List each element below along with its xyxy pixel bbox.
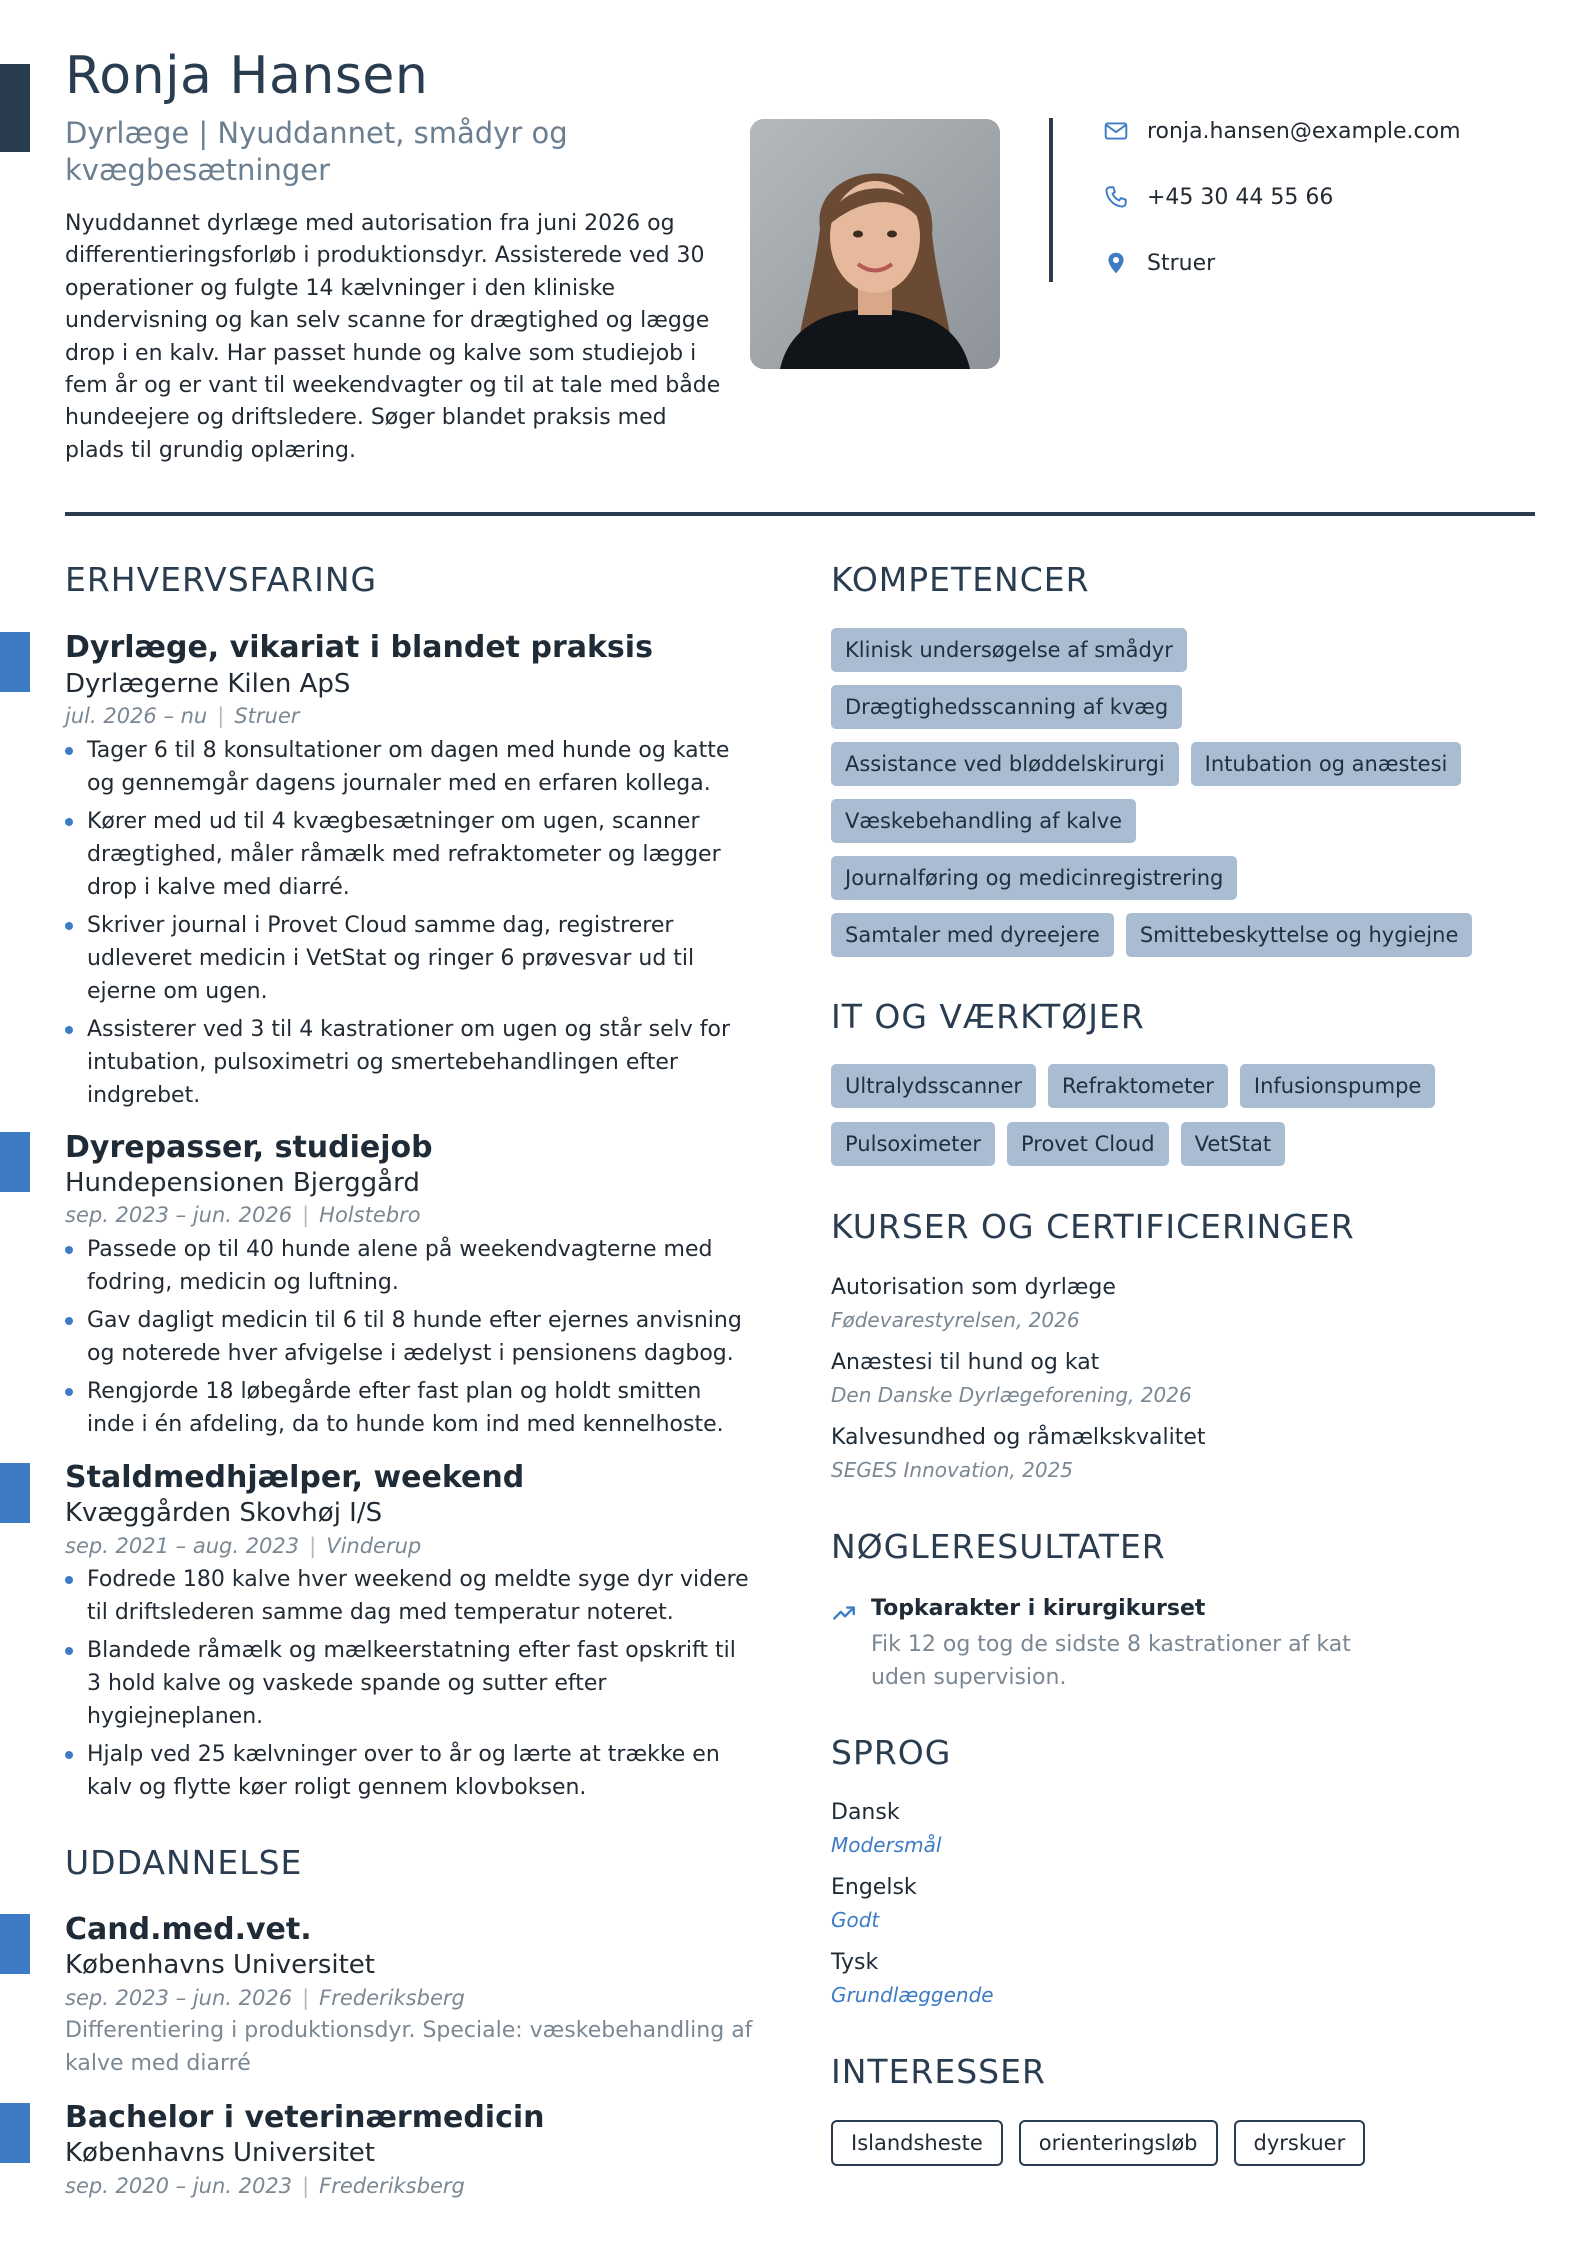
section-title-results: NØGLERESULTATER bbox=[831, 1527, 1166, 1566]
contact-divider bbox=[1049, 118, 1053, 282]
mail-icon bbox=[1103, 118, 1129, 144]
candidate-name: Ronja Hansen bbox=[65, 46, 429, 106]
section-title-languages: SPROG bbox=[831, 1733, 952, 1772]
skill-row bbox=[831, 685, 1182, 729]
meta-separator: | bbox=[309, 1534, 317, 1558]
job-bullets bbox=[65, 1233, 755, 1446]
skill-chip: Drægtighedsscanning af kvæg bbox=[831, 685, 1182, 729]
skill-row bbox=[831, 856, 1237, 900]
skill-chip: Smittebeskyttelse og hygiejne bbox=[1126, 913, 1473, 957]
course-name: Anæstesi til hund og kat bbox=[831, 1350, 1100, 1375]
job-place: Vinderup bbox=[326, 1534, 422, 1558]
tool-row bbox=[831, 1122, 1285, 1166]
location-pin-icon bbox=[1103, 250, 1129, 276]
section-title-courses: KURSER OG CERTIFICERINGER bbox=[831, 1207, 1355, 1246]
meta-separator: | bbox=[217, 704, 225, 728]
language-level: Grundlæggende bbox=[831, 1983, 994, 2007]
entry-accent-bar bbox=[0, 2103, 30, 2163]
phone-text: +45 30 44 55 66 bbox=[1147, 184, 1334, 210]
list-item: Skriver journal i Provet Cloud samme dag, registrerer udleveret medicin i VetStat og ringer 6 prøvesvar ud til ejerne om ugen. bbox=[65, 909, 755, 1008]
skill-chip: Samtaler med dyreejere bbox=[831, 913, 1114, 957]
education-place: Frederiksberg bbox=[319, 1986, 465, 2010]
language-name: Dansk bbox=[831, 1800, 900, 1825]
job-title: Staldmedhjælper, weekend bbox=[65, 1460, 525, 1495]
list-item: Blandede råmælk og mælkeerstatning efter fast opskrift til 3 hold kalve og vaskede spande og sutter efter hygiejneplanen. bbox=[65, 1634, 755, 1733]
education-degree: Cand.med.vet. bbox=[65, 1912, 312, 1947]
skill-chip: Væskebehandling af kalve bbox=[831, 799, 1136, 843]
language-name: Engelsk bbox=[831, 1875, 917, 1900]
job-place: Struer bbox=[234, 704, 300, 728]
tool-chip: Provet Cloud bbox=[1007, 1122, 1169, 1166]
job-title: Dyrepasser, studiejob bbox=[65, 1130, 433, 1165]
job-dates: sep. 2023 – jun. 2026 bbox=[65, 1203, 293, 1227]
job-bullets bbox=[65, 1563, 755, 1809]
list-item: Fodrede 180 kalve hver weekend og meldte syge dyr videre til driftslederen samme dag med temperatur noteret. bbox=[65, 1563, 755, 1629]
job-dates: sep. 2021 – aug. 2023 bbox=[65, 1534, 300, 1558]
meta-separator: | bbox=[302, 1986, 310, 2010]
list-item: Kører med ud til 4 kvægbesætninger om ugen, scanner drægtighed, måler råmælk med refraktometer og lægger drop i kalve med diarré. bbox=[65, 805, 755, 904]
entry-accent-bar bbox=[0, 1914, 30, 1974]
course-name: Kalvesundhed og råmælkskvalitet bbox=[831, 1425, 1206, 1450]
job-meta bbox=[65, 1203, 421, 1227]
job-meta bbox=[65, 1534, 421, 1558]
location-text: Struer bbox=[1147, 250, 1216, 276]
course-name: Autorisation som dyrlæge bbox=[831, 1275, 1116, 1300]
skill-chip: Klinisk undersøgelse af smådyr bbox=[831, 628, 1187, 672]
education-dates: sep. 2020 – jun. 2023 bbox=[65, 2174, 293, 2198]
portrait-illustration bbox=[750, 119, 1000, 369]
job-organization: Kvæggården Skovhøj I/S bbox=[65, 1498, 383, 1528]
contact-phone[interactable] bbox=[1103, 184, 1563, 210]
education-note: Differentiering i produktionsdyr. Speciale: væskebehandling af kalve med diarré bbox=[65, 2018, 753, 2076]
trend-up-icon bbox=[831, 1600, 857, 1626]
result-title: Topkarakter i kirurgikurset bbox=[871, 1596, 1206, 1621]
skill-row bbox=[831, 799, 1136, 843]
job-organization: Dyrlægerne Kilen ApS bbox=[65, 669, 351, 699]
tool-chip: Infusionspumpe bbox=[1240, 1064, 1435, 1108]
candidate-headline: Dyrlæge | Nyuddannet, smådyr og kvægbesætninger bbox=[65, 116, 568, 187]
profile-photo bbox=[750, 119, 1000, 369]
list-item: Rengjorde 18 løbegårde efter fast plan og holdt smitten inde i én afdeling, da to hunde kom ind med kennelhoste. bbox=[65, 1375, 755, 1441]
list-item: Passede op til 40 hunde alene på weekendvagterne med fodring, medicin og luftning. bbox=[65, 1233, 755, 1299]
section-title-tools: IT OG VÆRKTØJER bbox=[831, 997, 1145, 1036]
interest-row bbox=[831, 2120, 1365, 2166]
section-title-education: UDDANNELSE bbox=[65, 1843, 303, 1882]
skill-chip: Assistance ved bløddelskirurgi bbox=[831, 742, 1179, 786]
skill-chip: Intubation og anæstesi bbox=[1191, 742, 1462, 786]
phone-icon bbox=[1103, 184, 1129, 210]
job-bullets bbox=[65, 734, 755, 1117]
job-dates: jul. 2026 – nu bbox=[65, 704, 208, 728]
education-meta bbox=[65, 2174, 465, 2198]
job-title: Dyrlæge, vikariat i blandet praksis bbox=[65, 630, 653, 665]
skill-chip: Journalføring og medicinregistrering bbox=[831, 856, 1237, 900]
job-meta bbox=[65, 704, 299, 728]
job-organization: Hundepensionen Bjerggård bbox=[65, 1168, 420, 1198]
interest-chip: orienteringsløb bbox=[1019, 2120, 1218, 2166]
meta-separator: | bbox=[302, 2174, 310, 2198]
list-item: Gav dagligt medicin til 6 til 8 hunde efter ejernes anvisning og noterede hver afvigelse i ædelyst i pensionens dagbog. bbox=[65, 1304, 755, 1370]
interest-chip: Islandsheste bbox=[831, 2120, 1003, 2166]
list-item: Tager 6 til 8 konsultationer om dagen med hunde og katte og gennemgår dagens journaler med en erfaren kollega. bbox=[65, 734, 755, 800]
skill-row bbox=[831, 628, 1187, 672]
tool-chip: Ultralydsscanner bbox=[831, 1064, 1036, 1108]
entry-accent-bar bbox=[0, 1132, 30, 1192]
result-description: Fik 12 og tog de sidste 8 kastrationer af kat uden supervision. bbox=[871, 1632, 1351, 1690]
list-item: Hjalp ved 25 kælvninger over to år og lærte at trække en kalv og flytte køer roligt gennem klovboksen. bbox=[65, 1738, 755, 1804]
tool-row bbox=[831, 1064, 1435, 1108]
education-dates: sep. 2023 – jun. 2026 bbox=[65, 1986, 293, 2010]
contact-location bbox=[1103, 250, 1563, 276]
list-item: Assisterer ved 3 til 4 kastrationer om ugen og står selv for intubation, pulsoximetri og smertebehandlingen efter indgrebet. bbox=[65, 1013, 755, 1112]
course-issuer: Den Danske Dyrlægeforening, 2026 bbox=[831, 1383, 1192, 1407]
tool-chip: Refraktometer bbox=[1048, 1064, 1228, 1108]
language-name: Tysk bbox=[831, 1950, 879, 1975]
email-text: ronja.hansen@example.com bbox=[1147, 118, 1461, 144]
contact-email[interactable] bbox=[1103, 118, 1563, 144]
section-title-experience: ERHVERVSFARING bbox=[65, 560, 378, 599]
entry-accent-bar bbox=[0, 632, 30, 692]
tool-chip: VetStat bbox=[1181, 1122, 1286, 1166]
language-level: Modersmål bbox=[831, 1833, 942, 1857]
education-school: Københavns Universitet bbox=[65, 1950, 375, 1980]
section-title-skills: KOMPETENCER bbox=[831, 560, 1090, 599]
skill-row bbox=[831, 742, 1461, 786]
education-degree: Bachelor i veterinærmedicin bbox=[65, 2100, 545, 2135]
job-place: Holstebro bbox=[319, 1203, 421, 1227]
profile-summary: Nyuddannet dyrlæge med autorisation fra juni 2026 og differentieringsforløb i produktionsdyr. Assisterede ved 30 operationer og fulgte 14 kælvninger i den kliniske undervisning og kan selv scanne for drægtighed og lægge drop i en kalv. Har passet hunde og kalve som studiejob i fem år og er vant til weekendvagter og til at tale med både hundeejere og driftsledere. Søger blandet praksis med plads til grundig oplæring. bbox=[65, 211, 721, 463]
skill-row bbox=[831, 913, 1472, 957]
entry-accent-bar bbox=[0, 1463, 30, 1523]
education-meta bbox=[65, 1986, 465, 2010]
meta-separator: | bbox=[302, 1203, 310, 1227]
course-issuer: Fødevarestyrelsen, 2026 bbox=[831, 1308, 1080, 1332]
header-accent-bar bbox=[0, 64, 30, 152]
education-place: Frederiksberg bbox=[319, 2174, 465, 2198]
interest-chip: dyrskuer bbox=[1234, 2120, 1366, 2166]
header-divider bbox=[65, 512, 1535, 516]
section-title-interests: INTERESSER bbox=[831, 2052, 1046, 2091]
language-level: Godt bbox=[831, 1908, 880, 1932]
tool-chip: Pulsoximeter bbox=[831, 1122, 995, 1166]
education-school: Københavns Universitet bbox=[65, 2138, 375, 2168]
course-issuer: SEGES Innovation, 2025 bbox=[831, 1458, 1074, 1482]
